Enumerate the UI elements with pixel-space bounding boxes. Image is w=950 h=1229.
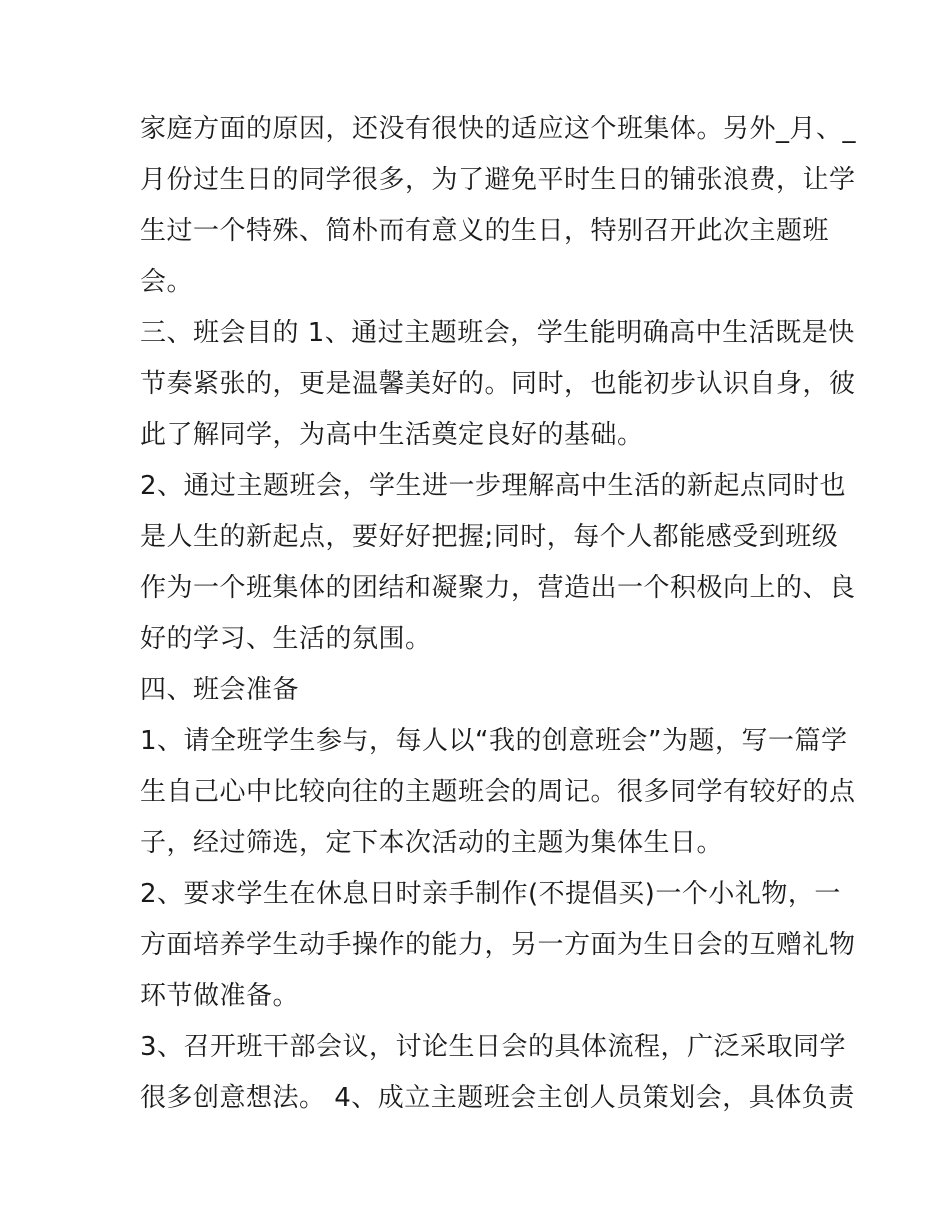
- text-line: 月份过生日的同学很多，为了避免平时生日的铺张浪费，让学: [140, 165, 856, 195]
- text-line: 会。: [140, 267, 194, 297]
- text-line: 此了解同学，为高中生活奠定良好的基础。: [140, 420, 644, 450]
- section-heading: 四、班会准备: [140, 675, 300, 705]
- text-line: 2、要求学生在休息日时亲手制作(不提倡买)一个小礼物，一: [140, 879, 841, 909]
- text-line: 很多创意想法。 4、成立主题班会主创人员策划会，具体负责: [140, 1083, 855, 1113]
- text-line: 方面培养学生动手操作的能力，另一方面为生日会的互赠礼物: [140, 930, 856, 960]
- text-line: 节奏紧张的，更是温馨美好的。同时，也能初步认识自身，彼: [140, 369, 856, 399]
- text-line: 生自己心中比较向往的主题班会的周记。很多同学有较好的点: [140, 777, 856, 807]
- document-body: [140, 104, 857, 1124]
- text-line: 3、召开班干部会议，讨论生日会的具体流程，广泛采取同学: [140, 1032, 847, 1062]
- text-line: 是人生的新起点，要好好把握;同时，每个人都能感受到班级: [140, 522, 839, 552]
- text-line: 子，经过筛选，定下本次活动的主题为集体生日。: [140, 828, 724, 858]
- text-line: 三、班会目的 1、通过主题班会，学生能明确高中生活既是快: [140, 318, 855, 348]
- text-line: 1、请全班学生参与，每人以“我的创意班会”为题，写一篇学: [140, 726, 848, 756]
- text-line: 2、通过主题班会，学生进一步理解高中生活的新起点同时也: [140, 471, 847, 501]
- text-line: 好的学习、生活的氛围。: [140, 624, 432, 654]
- text-line: 作为一个班集体的团结和凝聚力，营造出一个积极向上的、良: [140, 573, 856, 603]
- text-line: 家庭方面的原因，还没有很快的适应这个班集体。另外_月、_: [140, 114, 857, 144]
- text-line: 环节做准备。: [140, 981, 300, 1011]
- text-line: 生过一个特殊、简朴而有意义的生日，特别召开此次主题班: [140, 216, 830, 246]
